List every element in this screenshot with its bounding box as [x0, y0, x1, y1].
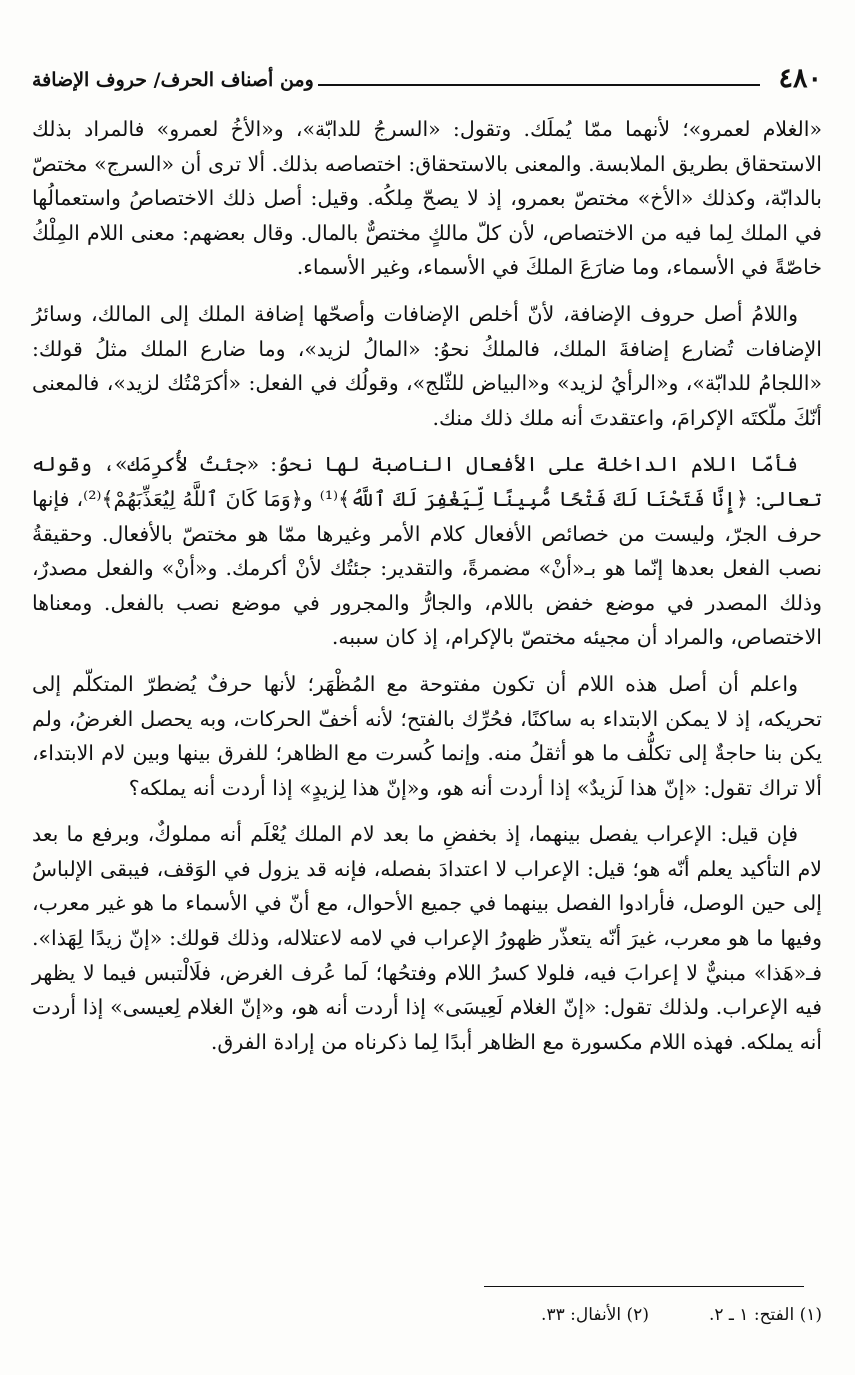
page-number: ٤٨٠ [778, 63, 822, 94]
footnote: (٢) الأنفال: ٣٣. [541, 1305, 649, 1325]
running-title: ومن أصناف الحرف/ حروف الإضافة [32, 69, 314, 91]
footnote-divider [484, 1286, 804, 1287]
footnote: (١) الفتح: ١ ـ ٢. [708, 1305, 822, 1325]
header-rule [318, 84, 761, 86]
paragraph: «الغلام لعمرو»؛ لأنهما ممّا يُملَك. وتقول: «السرجُ للدابّة»، و«الأخُ لعمرو» فالمراد بذلك الاستحقاق بطريق الملابسة. والمعنى بالاستحقاق: اختصاصه بذلك. ألا ترى أن «السرج» مختصّ بالدابّة، وكذلك «الأخ» مختصّ بعمرو، إذ لا يصحّ مِلكُه. وقيل: أصل ذلك الاختصاصُ واستعمالُها في الملك لِما فيه من الاختصاص، لأن كلّ مالكٍ مختصٌّ بالمال. وقال بعضهم: معنى اللام المِلْكُ خاصّةً في الأسماء، وما ضارَعَ الملكَ في الأسماء، وغير الأسماء. [32, 117, 822, 280]
paragraph: واللامُ أصل حروف الإضافة، لأنّ أخلص الإضافات وأصحّها إضافة الملك إلى المالك، وسائرُ الإضافات تُضارع إضافةَ الملك، فالملكُ نحوُ: «المالُ لزيد»، وما ضارع الملك مثلُ قولك: «اللجامُ للدابّة»، و«الرأيُ لزيد» و«البياض للثّلج»، وقولُك في الفعل: «أكرَمْتُك لزيد»، فالمعنى أنّكَ ملّكتَه الإكرامَ، واعتقدتَ أنه ملك ذلك منك. [32, 301, 822, 430]
paragraph: فأمّا اللام الداخلة على الأفعال الناصبة لها نحوُ: «جئتُ لأُكرِمَك»، وقوله تعالى: ﴿إِنَّا فَتَحْنَا لَكَ فَتْحًا مُّبِينًا لِّيَغْفِرَ لَكَ ٱللَّهُ﴾⁽¹⁾ و﴿وَمَا كَانَ ٱللَّهُ لِيُعَذِّبَهُمْ﴾⁽²⁾، فإنها حرف الجرّ، وليست من خصائص الأفعال كلام الأمر وغيرها ممّا هو مختصّ بالأفعال. وحقيقةُ نصب الفعل بعدها إنّما هو بـ«أنْ» مضمرةً، والتقدير: جئتُك لأنْ أكرمك. و«أنْ» والفعل مصدرٌ، وذلك المصدر في موضع خفض باللام، والجارُّ والمجرور في موضع نصب بالفعل. ومعناها الاختصاص، والمراد أن مجيئه مختصّ بالإكرام، إذ كان سببه. [32, 452, 822, 650]
footnotes [32, 1302, 822, 1328]
paragraph: واعلم أن أصل هذه اللام أن تكون مفتوحة مع المُظْهَر؛ لأنها حرفٌ يُضطرّ المتكلّم إلى تحريكه، إذ لا يمكن الابتداء به ساكنًا، فحُرِّك بالفتح؛ لأنه أخفّ الحركات، وبه يحصل الغرضُ، ولم يكن بنا حاجةٌ إلى تكلُّف ما هو أثقلُ منه. وإنما كُسرت مع الظاهر؛ للفرق بينها وبين لام الابتداء، ألا تراك تقول: «إنّ هذا لَزيدٌ» إذا أردت أنه هو، و«إنّ هذا لِزيدٍ» إذا أردت أنه يملكه؟ [32, 671, 822, 800]
page-header [32, 48, 822, 92]
paragraph: فإن قيل: الإعراب يفصل بينهما، إذ بخفضِ ما بعد لام الملك يُعْلَم أنه مملوكٌ، وبرفع ما بعد لام التأكيد يعلم أنّه هو؛ قيل: الإعراب لا اعتدادَ بفصله، فإنه قد يزول في الوَقف، فيبقى الإلباسُ إلى حين الوصل، فأرادوا الفصل بينهما في جميع الأحوال، مع أنّ في الأسماء ما هو غير معرب، وفيها ما هو معرب، غيرَ أنّه يتعذّر ظهورُ الإعراب في لامه لاعتلاله، وذلك قولك: «إنّ زيدًا لِهَذا». فـ«هَذا» مبنيٌّ لا إعرابَ فيه، فلولا كسرُ اللام وفتحُها؛ لَما عُرف الغرض، فلَالْتبس فيما لا يظهر فيه الإعراب. ولذلك تقول: «إنّ الغلام لَعِيسَى» إذا أردت أنه هو، و«إنّ الغلام لِعيسى» إذا أردت أنه يملكه. فهذه اللام مكسورة مع الظاهر أبدًا لِما ذكرناه من إرادة الفرق. [32, 822, 822, 1054]
body-text [32, 112, 822, 1071]
